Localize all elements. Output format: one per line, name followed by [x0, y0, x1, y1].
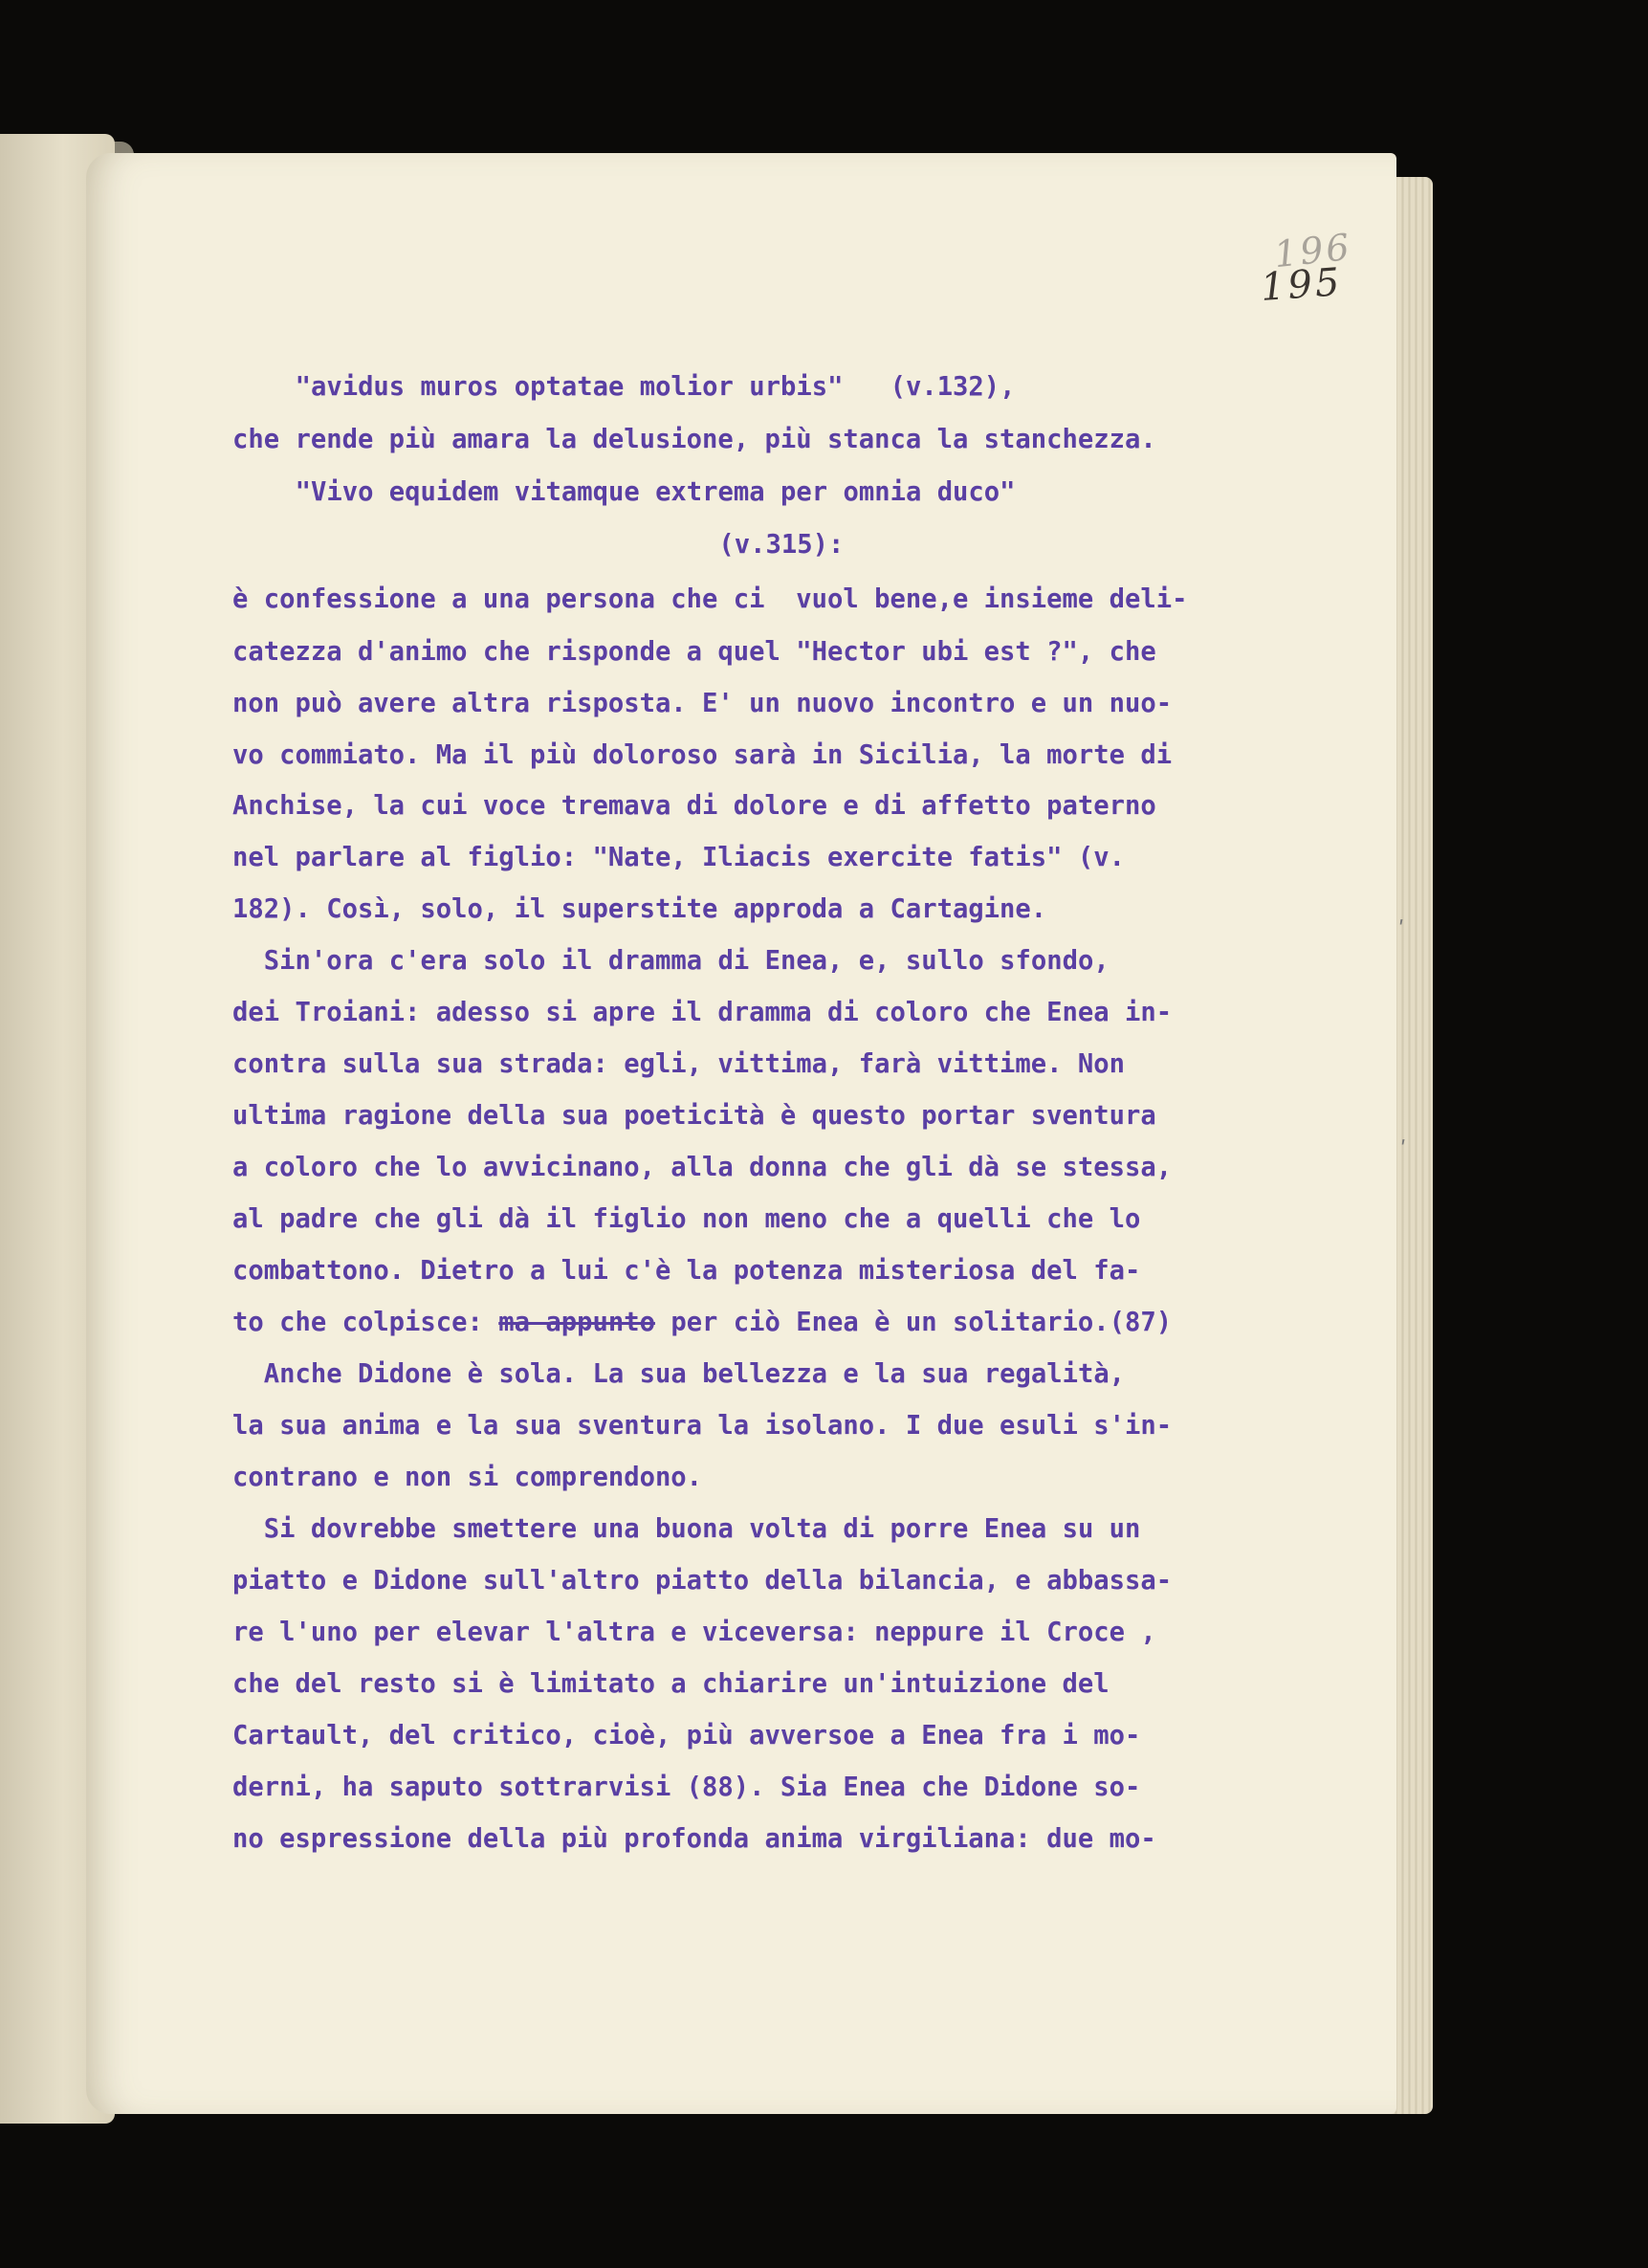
- text-line: to che colpisce: ma appunto per ciò Enea è un solitario.(87): [232, 1308, 1173, 1337]
- text-line: catezza d'animo che risponde a quel "Hector ubi est ?", che: [232, 637, 1156, 667]
- text-line: che del resto si è limitato a chiarire un'intuizione del: [232, 1669, 1110, 1699]
- text-line: piatto e Didone sull'altro piatto della bilancia, e abbassa-: [232, 1566, 1173, 1596]
- text-line: ultima ragione della sua poeticità è questo portar sventura: [232, 1101, 1156, 1131]
- text-line: Si dovrebbe smettere una buona volta di porre Enea su un: [263, 1514, 1141, 1544]
- text-line: contra sulla sua strada: egli, vittima, farà vittime. Non: [232, 1049, 1125, 1079]
- text-line: al padre che gli dà il figlio non meno che a quelli che lo: [232, 1204, 1141, 1234]
- old-folio-number: 196: [1271, 225, 1354, 276]
- text-line: dei Troiani: adesso si apre il dramma di coloro che Enea in-: [232, 998, 1173, 1027]
- text-line: la sua anima e la sua sventura la isolano. I due esuli s'in-: [232, 1411, 1173, 1441]
- text-line: è confessione a una persona che ci vuol bene,e insieme deli-: [232, 584, 1188, 614]
- struck-text: ma appunto: [498, 1308, 655, 1337]
- folio-number: 195: [1259, 260, 1344, 310]
- text-line: 182). Così, solo, il superstite approda a Cartagine.: [232, 894, 1047, 924]
- text-after-strike: per ciò Enea è un solitario.(87): [654, 1308, 1173, 1337]
- text-line: no espressione della più profonda anima virgiliana: due mo-: [232, 1824, 1156, 1854]
- text-line: Anchise, la cui voce tremava di dolore e di affetto paterno: [232, 791, 1156, 821]
- text-line: combattono. Dietro a lui c'è la potenza misteriosa del fa-: [232, 1256, 1141, 1286]
- text-line: vo commiato. Ma il più doloroso sarà in Sicilia, la morte di: [232, 740, 1173, 770]
- text-line: "avidus muros optatae molior urbis" (v.132),: [295, 372, 1016, 402]
- text-line: non può avere altra risposta. E' un nuovo incontro e un nuo-: [232, 689, 1173, 718]
- text-line: derni, ha saputo sottrarvisi (88). Sia Enea che Didone so-: [232, 1773, 1141, 1802]
- text-line: Anche Didone è sola. La sua bellezza e la sua regalità,: [263, 1359, 1126, 1389]
- text-line: re l'uno per elevar l'altra e viceversa: neppure il Croce ,: [232, 1618, 1156, 1647]
- text-line: a coloro che lo avvicinano, alla donna che gli dà se stessa,: [232, 1153, 1173, 1182]
- text-line: che rende più amara la delusione, più stanca la stanchezza.: [232, 425, 1156, 454]
- text-line: nel parlare al figlio: "Nate, Iliacis exercite fatis" (v.: [232, 843, 1125, 872]
- text-line: contrano e non si comprendono.: [232, 1463, 703, 1492]
- text-line: "Vivo equidem vitamque extrema per omnia duco": [295, 477, 1016, 507]
- margin-mark: ʹ: [1400, 1138, 1407, 1162]
- margin-mark: ʹ: [1398, 918, 1405, 942]
- text-line: (v.315):: [718, 530, 845, 560]
- text-line: Sin'ora c'era solo il dramma di Enea, e, sullo sfondo,: [263, 946, 1110, 976]
- text-line: Cartault, del critico, cioè, più avversoe a Enea fra i mo-: [232, 1721, 1141, 1751]
